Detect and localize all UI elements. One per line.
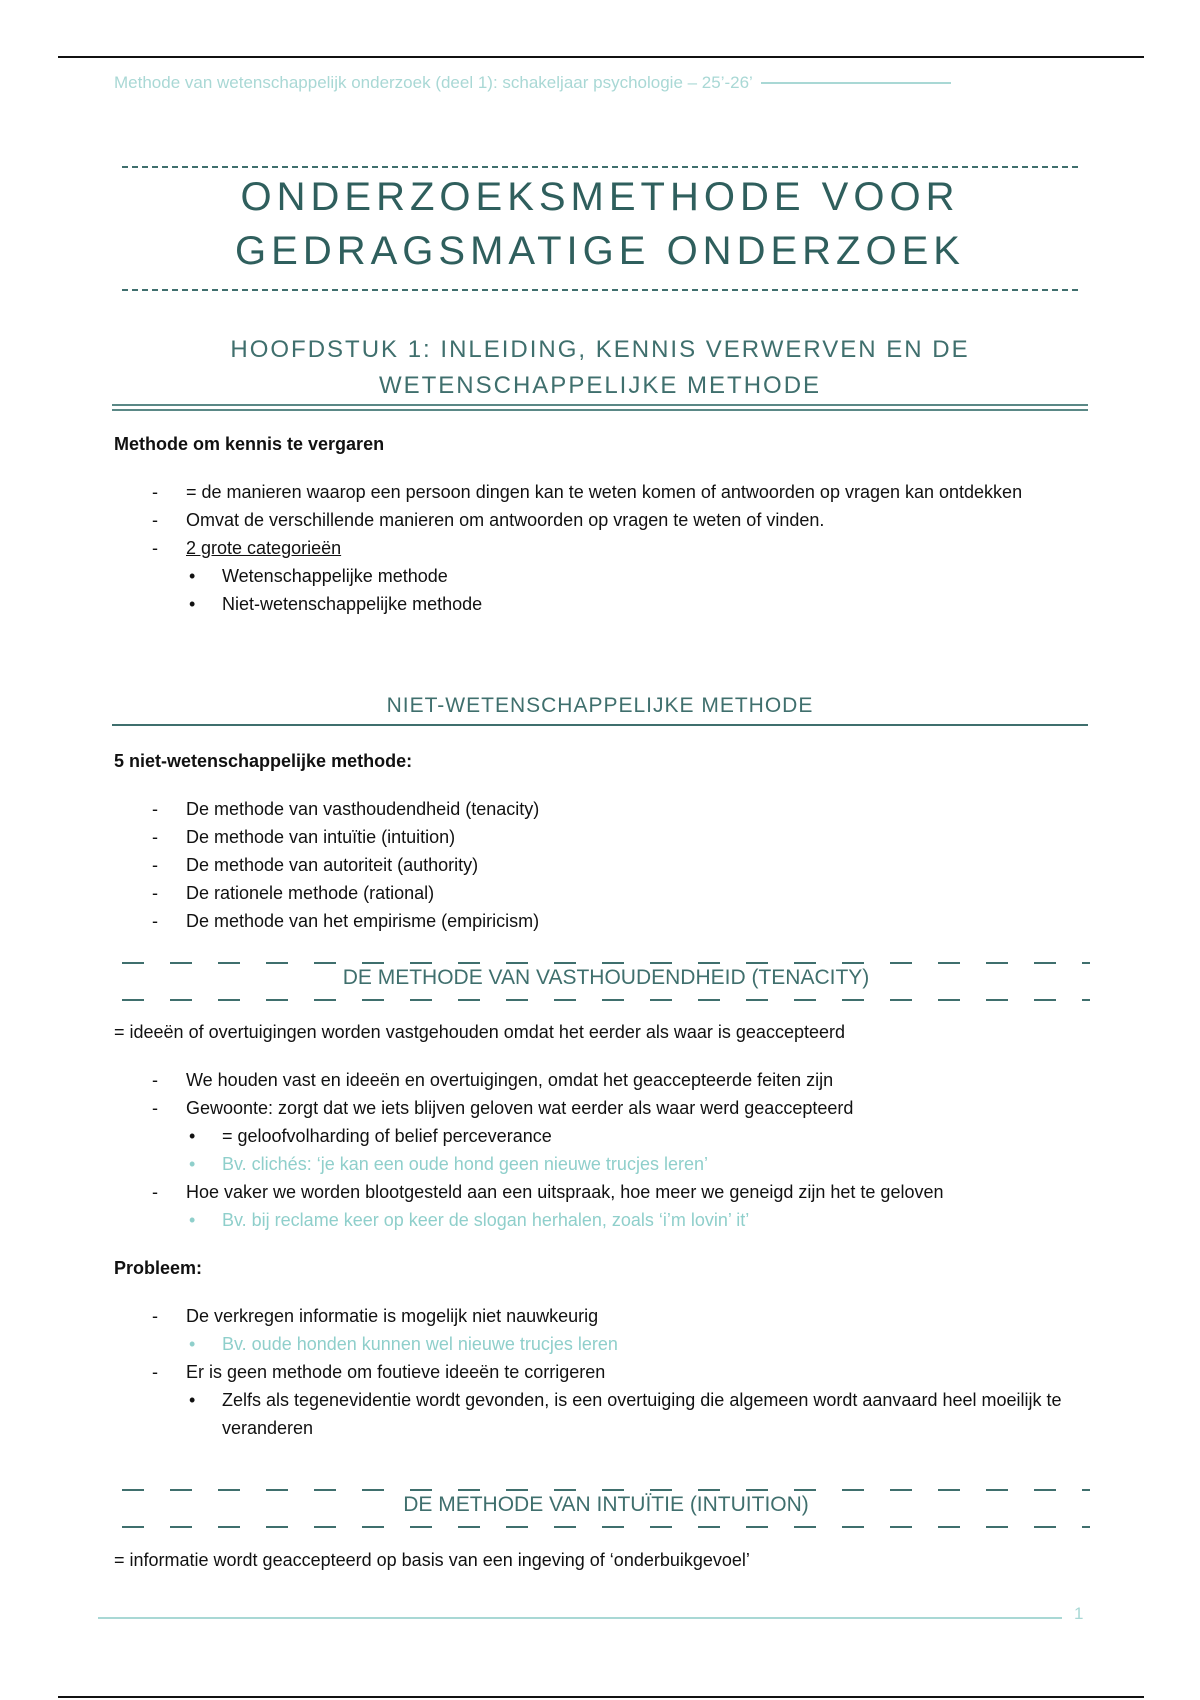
methods-list [114, 795, 1086, 935]
title-line-1: ONDERZOEKSMETHODE VOOR [240, 175, 960, 219]
problem-sublist-2 [114, 1386, 1092, 1442]
list-item: - De methode van vasthoudendheid (tenacity) [114, 795, 1086, 823]
list-item: - Gewoonte: zorgt dat we iets blijven geloven wat eerder als waar werd geaccepteerd [114, 1094, 1086, 1122]
methods-subheading: 5 niet-wetenschappelijke methode: [114, 751, 413, 771]
page-bottom-border [58, 1696, 1144, 1698]
list-item: - = de manieren waarop een persoon dingen kan te weten komen of antwoorden op vragen kan ontdekken [114, 478, 1086, 506]
running-header-rule [761, 82, 951, 84]
tenacity-list-2 [114, 1178, 1092, 1206]
footer-rule [98, 1617, 1062, 1619]
list-item: - De methode van het empirisme (empiricism) [114, 907, 1086, 935]
example-item: • Bv. bij reclame keer op keer de slogan herhalen, zoals ‘i’m lovin’ it’ [114, 1206, 1092, 1234]
section-heading-niet-wetenschappelijk: NIET-WETENSCHAPPELIJKE METHODE [386, 694, 814, 717]
example-item: • Bv. oude honden kunnen wel nieuwe trucjes leren [114, 1330, 1092, 1358]
intuition-dashes-top [122, 1489, 1090, 1491]
list-item: • = geloofvolharding of belief perceverance [114, 1122, 1092, 1150]
tenacity-dashes-top [122, 962, 1090, 964]
list-item: - De methode van autoriteit (authority) [114, 851, 1086, 879]
tenacity-list [114, 1066, 1092, 1122]
section-rule [112, 724, 1088, 726]
page-number: 1 [1074, 1604, 1084, 1623]
problem-heading: Probleem: [114, 1258, 203, 1278]
tenacity-sublist [114, 1122, 1092, 1178]
tenacity-dashes-bottom [122, 999, 1090, 1001]
list-item: • Zelfs als tegenevidentie wordt gevonden, is een overtuiging die algemeen wordt aanvaard heel moeilijk te veranderen [114, 1386, 1092, 1442]
example-item: • Bv. clichés: ‘je kan een oude hond geen nieuwe trucjes leren’ [114, 1150, 1092, 1178]
title-bottom-dashes [122, 289, 1078, 291]
list-item: • Wetenschappelijke methode [114, 562, 1092, 590]
page-top-border [58, 56, 1144, 58]
list-item [114, 534, 1086, 562]
subsection-heading-tenacity: DE METHODE VAN VASTHOUDENDHEID (TENACITY) [330, 966, 882, 990]
running-header-text: Methode van wetenschappelijk onderzoek (deel 1): schakeljaar psychologie – 25’-26’ [114, 73, 753, 92]
intro-heading: Methode om kennis te vergaren [114, 434, 385, 454]
intro-block [114, 430, 1092, 618]
list-item: - Hoe vaker we worden blootgesteld aan een uitspraak, hoe meer we geneigd zijn het te geloven [114, 1178, 1086, 1206]
categories-list [114, 562, 1092, 618]
tenacity-definition: = ideeën of overtuigingen worden vastgehouden omdat het eerder als waar is geaccepteerd [114, 1022, 845, 1042]
list-item: - De methode van intuïtie (intuition) [114, 823, 1086, 851]
running-header [114, 73, 951, 93]
subsection-heading-intuition: DE METHODE VAN INTUÏTIE (INTUITION) [390, 1493, 822, 1517]
list-item: - Er is geen methode om foutieve ideeën te corrigeren [114, 1358, 1086, 1386]
list-item: - We houden vast en ideeën en overtuigingen, omdat het geaccepteerde feiten zijn [114, 1066, 1086, 1094]
categories-label: 2 grote categorieën [186, 538, 342, 558]
document-title [114, 170, 1086, 278]
list-item: - De verkregen informatie is mogelijk niet nauwkeurig [114, 1302, 1086, 1330]
title-line-2: GEDRAGSMATIGE ONDERZOEK [235, 229, 965, 273]
chapter-rule-1 [112, 404, 1088, 406]
intuition-definition: = informatie wordt geaccepteerd op basis van een ingeving of ‘onderbuikgevoel’ [114, 1550, 750, 1570]
list-item: - Omvat de verschillende manieren om antwoorden op vragen te weten of vinden. [114, 506, 1086, 534]
chapter-line-1: HOOFDSTUK 1: INLEIDING, KENNIS VERWERVEN EN DE [230, 336, 970, 363]
chapter-line-2: WETENSCHAPPELIJKE METHODE [378, 372, 822, 399]
intro-list [114, 478, 1092, 562]
problem-list [114, 1302, 1092, 1330]
problem-sublist [114, 1330, 1092, 1358]
chapter-rule-2 [112, 409, 1088, 411]
title-top-dashes [122, 166, 1078, 168]
tenacity-block [114, 1018, 1092, 1442]
intuition-dashes-bottom [122, 1526, 1090, 1528]
chapter-heading [114, 332, 1086, 404]
niet-wetenschappelijk-block [114, 747, 1086, 935]
list-item: • Niet-wetenschappelijke methode [114, 590, 1092, 618]
tenacity-sublist-2 [114, 1206, 1092, 1234]
list-item: - De rationele methode (rational) [114, 879, 1086, 907]
problem-list-2 [114, 1358, 1092, 1386]
